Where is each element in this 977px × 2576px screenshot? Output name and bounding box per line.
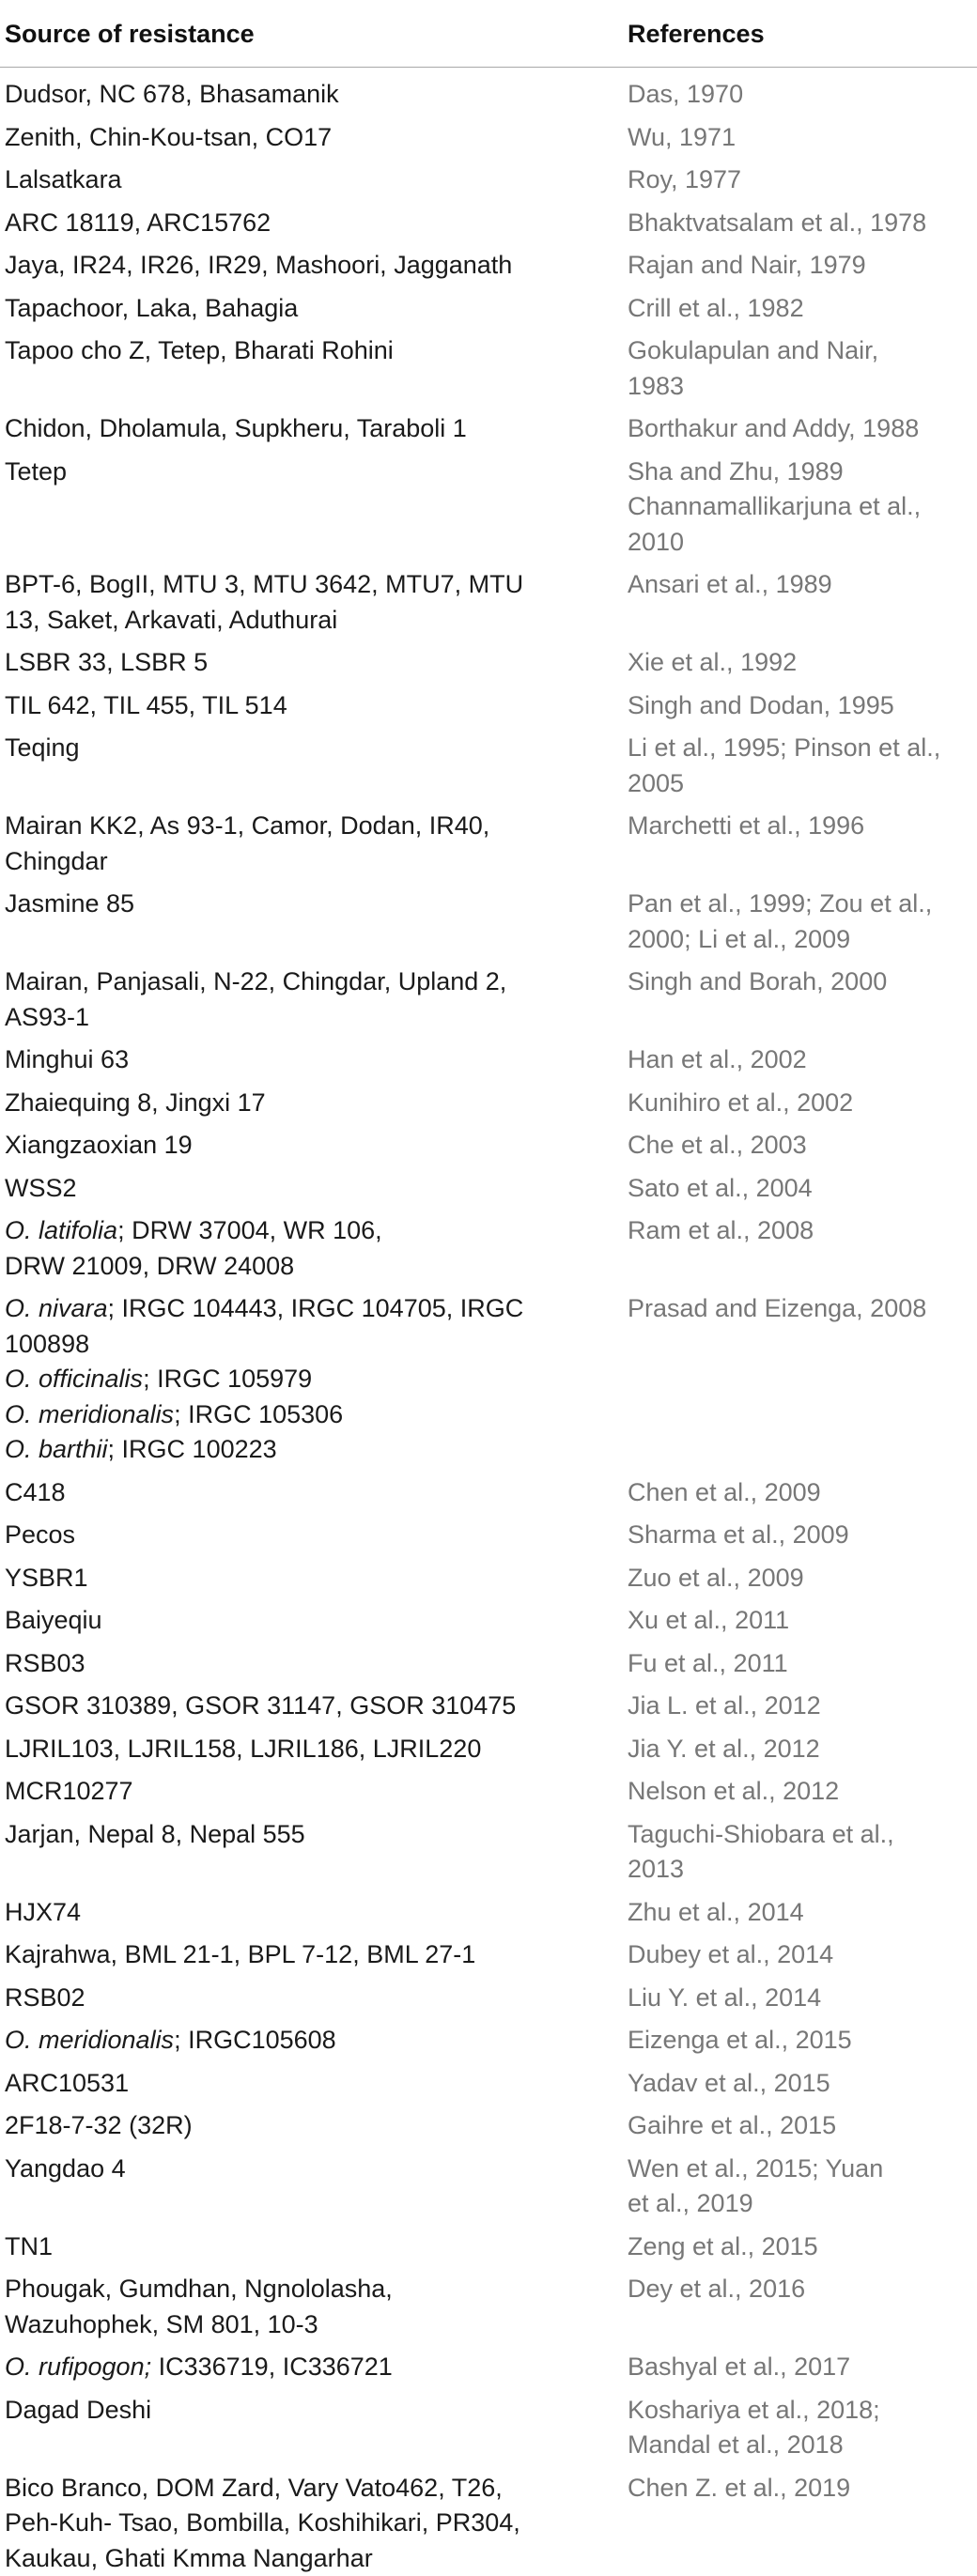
reference-cell <box>628 1171 977 1207</box>
table-row <box>0 1086 977 1121</box>
reference-line: Nelson et al., 2012 <box>628 1774 968 1810</box>
table-row <box>0 887 977 957</box>
source-line: C418 <box>5 1475 609 1511</box>
source-line <box>5 1213 609 1249</box>
reference-line: Rajan and Nair, 1979 <box>628 248 968 284</box>
source-cell <box>0 77 628 113</box>
source-cell <box>0 2393 628 2463</box>
reference-cell <box>628 2023 977 2059</box>
reference-cell <box>628 688 977 724</box>
reference-line: Roy, 1977 <box>628 162 968 198</box>
source-line: GSOR 310389, GSOR 31147, GSOR 310475 <box>5 1689 609 1724</box>
table-row <box>0 1475 977 1511</box>
table-row <box>0 1213 977 1284</box>
reference-line: Wu, 1971 <box>628 120 968 156</box>
reference-cell <box>628 206 977 241</box>
table-row <box>0 964 977 1035</box>
source-cell <box>0 1603 628 1639</box>
reference-line: Xie et al., 1992 <box>628 645 968 681</box>
source-line: RSB02 <box>5 1981 609 2016</box>
reference-line: Wen et al., 2015; Yuan <box>628 2152 968 2187</box>
reference-cell <box>628 645 977 681</box>
reference-line: Pan et al., 1999; Zou et al., <box>628 887 968 922</box>
reference-cell <box>628 1213 977 1284</box>
reference-line: Sha and Zhu, 1989 <box>628 455 968 490</box>
reference-line: Che et al., 2003 <box>628 1128 968 1164</box>
header-source: Source of resistance <box>0 18 628 49</box>
table-row <box>0 1171 977 1207</box>
source-cell <box>0 120 628 156</box>
source-line: Kajrahwa, BML 21-1, BPL 7-12, BML 27-1 <box>5 1937 609 1973</box>
source-cell <box>0 1171 628 1207</box>
source-cell <box>0 1042 628 1078</box>
reference-line: Crill et al., 1982 <box>628 291 968 327</box>
reference-line: Zuo et al., 2009 <box>628 1561 968 1597</box>
table-row <box>0 411 977 447</box>
table-row <box>0 731 977 801</box>
reference-line: Fu et al., 2011 <box>628 1646 968 1682</box>
reference-line: Ansari et al., 1989 <box>628 567 968 603</box>
source-cell <box>0 2471 628 2576</box>
source-line: YSBR1 <box>5 1561 609 1597</box>
source-cell <box>0 1291 628 1468</box>
reference-cell <box>628 291 977 327</box>
reference-line: Gokulapulan and Nair, <box>628 333 968 369</box>
source-cell <box>0 1774 628 1810</box>
reference-line: 2005 <box>628 766 968 802</box>
source-cell <box>0 1213 628 1284</box>
source-line <box>5 1362 609 1397</box>
reference-cell <box>628 1895 977 1931</box>
source-line: Jasmine 85 <box>5 887 609 922</box>
table-row <box>0 1937 977 1973</box>
reference-line: Marchetti et al., 1996 <box>628 809 968 844</box>
species-name: O. nivara <box>5 1294 108 1322</box>
source-cell <box>0 1689 628 1724</box>
source-cell <box>0 2108 628 2144</box>
table-row <box>0 162 977 198</box>
reference-cell <box>628 1981 977 2016</box>
reference-line: Singh and Dodan, 1995 <box>628 688 968 724</box>
reference-cell <box>628 1086 977 1121</box>
reference-line: Koshariya et al., 2018; <box>628 2393 968 2429</box>
reference-line: Xu et al., 2011 <box>628 1603 968 1639</box>
source-line: Mairan KK2, As 93-1, Camor, Dodan, IR40, <box>5 809 609 844</box>
reference-cell <box>628 411 977 447</box>
reference-line: 2010 <box>628 525 968 561</box>
reference-line: 1983 <box>628 369 968 405</box>
table-row <box>0 120 977 156</box>
reference-line: et al., 2019 <box>628 2186 968 2222</box>
source-cell <box>0 1646 628 1682</box>
table-row <box>0 809 977 879</box>
table-row <box>0 1646 977 1682</box>
source-line: TN1 <box>5 2229 609 2265</box>
reference-line: Zhu et al., 2014 <box>628 1895 968 1931</box>
source-line: Baiyeqiu <box>5 1603 609 1639</box>
source-cell <box>0 206 628 241</box>
reference-cell <box>628 2471 977 2576</box>
reference-line: Sharma et al., 2009 <box>628 1518 968 1553</box>
source-line <box>5 1397 609 1433</box>
reference-cell <box>628 2393 977 2463</box>
reference-line: Mandal et al., 2018 <box>628 2428 968 2463</box>
source-line: DRW 21009, DRW 24008 <box>5 1249 609 1285</box>
reference-line: Das, 1970 <box>628 77 968 113</box>
source-cell <box>0 887 628 957</box>
source-line: Phougak, Gumdhan, Ngnololasha, <box>5 2272 609 2307</box>
reference-cell <box>628 333 977 404</box>
source-line: Tapoo cho Z, Tetep, Bharati Rohini <box>5 333 609 369</box>
table-row <box>0 455 977 561</box>
reference-cell <box>628 248 977 284</box>
source-cell <box>0 1895 628 1931</box>
source-cell <box>0 162 628 198</box>
table-row <box>0 2066 977 2102</box>
reference-cell <box>628 887 977 957</box>
table-row <box>0 1689 977 1724</box>
table-row <box>0 248 977 284</box>
table-row <box>0 1291 977 1468</box>
source-line: Dudsor, NC 678, Bhasamanik <box>5 77 609 113</box>
reference-cell <box>628 1128 977 1164</box>
reference-cell <box>628 1042 977 1078</box>
reference-cell <box>628 1646 977 1682</box>
source-line: LSBR 33, LSBR 5 <box>5 645 609 681</box>
source-line: ARC10531 <box>5 2066 609 2102</box>
reference-cell <box>628 2350 977 2385</box>
reference-cell <box>628 809 977 879</box>
reference-line: Li et al., 1995; Pinson et al., <box>628 731 968 766</box>
reference-cell <box>628 1291 977 1468</box>
reference-line: Prasad and Eizenga, 2008 <box>628 1291 968 1327</box>
source-cell <box>0 1128 628 1164</box>
source-line: Jarjan, Nepal 8, Nepal 555 <box>5 1817 609 1853</box>
table-row <box>0 1774 977 1810</box>
source-line: Jaya, IR24, IR26, IR29, Mashoori, Jagganath <box>5 248 609 284</box>
source-line: BPT-6, BogII, MTU 3, MTU 3642, MTU7, MTU <box>5 567 609 603</box>
reference-cell <box>628 162 977 198</box>
reference-line: Jia Y. et al., 2012 <box>628 1732 968 1767</box>
source-cell <box>0 2272 628 2342</box>
source-cell <box>0 809 628 879</box>
source-cell <box>0 2066 628 2102</box>
source-line: LJRIL103, LJRIL158, LJRIL186, LJRIL220 <box>5 1732 609 1767</box>
source-cell <box>0 2350 628 2385</box>
accession-text: ; DRW 37004, WR 106, <box>117 1216 382 1244</box>
reference-line: Channamallikarjuna et al., <box>628 489 968 525</box>
source-line: 2F18-7-32 (32R) <box>5 2108 609 2144</box>
reference-cell <box>628 1937 977 1973</box>
reference-line: Dubey et al., 2014 <box>628 1937 968 1973</box>
source-cell <box>0 1518 628 1553</box>
reference-line: Ram et al., 2008 <box>628 1213 968 1249</box>
reference-line: Han et al., 2002 <box>628 1042 968 1078</box>
source-line: Chingdar <box>5 844 609 880</box>
table-row <box>0 291 977 327</box>
source-cell <box>0 333 628 404</box>
table-row <box>0 2393 977 2463</box>
reference-cell <box>628 1689 977 1724</box>
reference-cell <box>628 1774 977 1810</box>
reference-line: Singh and Borah, 2000 <box>628 964 968 1000</box>
source-line: Wazuhophek, SM 801, 10-3 <box>5 2307 609 2343</box>
accession-text: IC336719, IC336721 <box>151 2352 393 2381</box>
reference-cell <box>628 1732 977 1767</box>
species-name: O. latifolia <box>5 1216 117 1244</box>
source-line: HJX74 <box>5 1895 609 1931</box>
reference-line: Bashyal et al., 2017 <box>628 2350 968 2385</box>
source-line <box>5 1291 609 1327</box>
source-cell <box>0 1937 628 1973</box>
source-cell <box>0 645 628 681</box>
accession-text: ; IRGC 100223 <box>108 1435 277 1463</box>
source-cell <box>0 2023 628 2059</box>
table-row <box>0 77 977 113</box>
reference-line: Chen et al., 2009 <box>628 1475 968 1511</box>
table-row <box>0 1895 977 1931</box>
species-name: O. officinalis <box>5 1365 143 1393</box>
source-cell <box>0 411 628 447</box>
source-cell <box>0 688 628 724</box>
species-name: O. meridionalis <box>5 2026 174 2054</box>
table-row <box>0 1561 977 1597</box>
source-line: Tetep <box>5 455 609 490</box>
header-references: References <box>628 18 977 49</box>
table-row <box>0 2229 977 2265</box>
source-cell <box>0 1475 628 1511</box>
reference-line: Dey et al., 2016 <box>628 2272 968 2307</box>
source-line: Zenith, Chin-Kou-tsan, CO17 <box>5 120 609 156</box>
reference-cell <box>628 731 977 801</box>
reference-cell <box>628 77 977 113</box>
source-line: Zhaiequing 8, Jingxi 17 <box>5 1086 609 1121</box>
source-line: Tapachoor, Laka, Bahagia <box>5 291 609 327</box>
source-cell <box>0 2229 628 2265</box>
table-row <box>0 206 977 241</box>
reference-line: 2013 <box>628 1852 968 1888</box>
reference-line: Zeng et al., 2015 <box>628 2229 968 2265</box>
reference-line: Taguchi-Shiobara et al., <box>628 1817 968 1853</box>
source-cell <box>0 1086 628 1121</box>
table-row <box>0 1042 977 1078</box>
source-cell <box>0 1981 628 2016</box>
source-line: RSB03 <box>5 1646 609 1682</box>
table-row <box>0 2471 977 2576</box>
source-cell <box>0 1817 628 1888</box>
table-row <box>0 567 977 638</box>
reference-cell <box>628 1475 977 1511</box>
source-line: Lalsatkara <box>5 162 609 198</box>
table-row <box>0 2272 977 2342</box>
source-line: MCR10277 <box>5 1774 609 1810</box>
source-line: Kaukau, Ghati Kmma Nangarhar <box>5 2541 609 2576</box>
table-row <box>0 2108 977 2144</box>
accession-text: ; IRGC 105979 <box>143 1365 312 1393</box>
reference-line: 2000; Li et al., 2009 <box>628 922 968 958</box>
reference-line: Eizenga et al., 2015 <box>628 2023 968 2059</box>
table-row <box>0 333 977 404</box>
source-cell <box>0 2152 628 2222</box>
source-line <box>5 2350 609 2385</box>
table-row <box>0 2152 977 2222</box>
reference-cell <box>628 964 977 1035</box>
source-cell <box>0 291 628 327</box>
source-line: 100898 <box>5 1327 609 1363</box>
source-cell <box>0 248 628 284</box>
reference-cell <box>628 2229 977 2265</box>
species-name: O. barthii <box>5 1435 108 1463</box>
table-row <box>0 645 977 681</box>
table-row <box>0 1981 977 2016</box>
table-row <box>0 1518 977 1553</box>
accession-text: ; IRGC 104443, IRGC 104705, IRGC <box>108 1294 524 1322</box>
table-row <box>0 1603 977 1639</box>
reference-line: Sato et al., 2004 <box>628 1171 968 1207</box>
reference-cell <box>628 567 977 638</box>
source-line: Teqing <box>5 731 609 766</box>
reference-cell <box>628 2152 977 2222</box>
source-cell <box>0 964 628 1035</box>
reference-cell <box>628 1561 977 1597</box>
table-row <box>0 1128 977 1164</box>
source-line: Bico Branco, DOM Zard, Vary Vato462, T26, <box>5 2471 609 2507</box>
reference-line: Liu Y. et al., 2014 <box>628 1981 968 2016</box>
reference-cell <box>628 1518 977 1553</box>
reference-line: Chen Z. et al., 2019 <box>628 2471 968 2507</box>
source-cell <box>0 1732 628 1767</box>
source-line: Peh-Kuh- Tsao, Bombilla, Koshihikari, PR304, <box>5 2506 609 2541</box>
table-row <box>0 2350 977 2385</box>
reference-line: Gaihre et al., 2015 <box>628 2108 968 2144</box>
reference-cell <box>628 1817 977 1888</box>
source-line: WSS2 <box>5 1171 609 1207</box>
reference-line: Kunihiro et al., 2002 <box>628 1086 968 1121</box>
table-row <box>0 688 977 724</box>
source-cell <box>0 1561 628 1597</box>
reference-cell <box>628 455 977 561</box>
table-row <box>0 2023 977 2059</box>
reference-line: Borthakur and Addy, 1988 <box>628 411 968 447</box>
reference-cell <box>628 2108 977 2144</box>
source-line <box>5 1432 609 1468</box>
source-line: Minghui 63 <box>5 1042 609 1078</box>
source-line: Xiangzaoxian 19 <box>5 1128 609 1164</box>
reference-line: Bhaktvatsalam et al., 1978 <box>628 206 968 241</box>
table-body <box>0 68 977 2576</box>
source-line: 13, Saket, Arkavati, Aduthurai <box>5 603 609 639</box>
table-header <box>0 0 977 68</box>
source-line: Chidon, Dholamula, Supkheru, Taraboli 1 <box>5 411 609 447</box>
reference-line: Jia L. et al., 2012 <box>628 1689 968 1724</box>
source-line: Dagad Deshi <box>5 2393 609 2429</box>
source-cell <box>0 455 628 561</box>
accession-text: ; IRGC105608 <box>174 2026 336 2054</box>
species-name: O. meridionalis <box>5 1400 174 1428</box>
reference-cell <box>628 1603 977 1639</box>
source-line: TIL 642, TIL 455, TIL 514 <box>5 688 609 724</box>
source-line <box>5 2023 609 2059</box>
source-line: AS93-1 <box>5 1000 609 1036</box>
source-line: Yangdao 4 <box>5 2152 609 2187</box>
reference-cell <box>628 2066 977 2102</box>
species-name: O. rufipogon; <box>5 2352 151 2381</box>
source-cell <box>0 567 628 638</box>
table-row <box>0 1817 977 1888</box>
source-line: Pecos <box>5 1518 609 1553</box>
source-line: Mairan, Panjasali, N-22, Chingdar, Upland 2, <box>5 964 609 1000</box>
table-row <box>0 1732 977 1767</box>
reference-line: Yadav et al., 2015 <box>628 2066 968 2102</box>
reference-cell <box>628 120 977 156</box>
source-line: ARC 18119, ARC15762 <box>5 206 609 241</box>
reference-cell <box>628 2272 977 2342</box>
accession-text: ; IRGC 105306 <box>174 1400 343 1428</box>
source-cell <box>0 731 628 801</box>
